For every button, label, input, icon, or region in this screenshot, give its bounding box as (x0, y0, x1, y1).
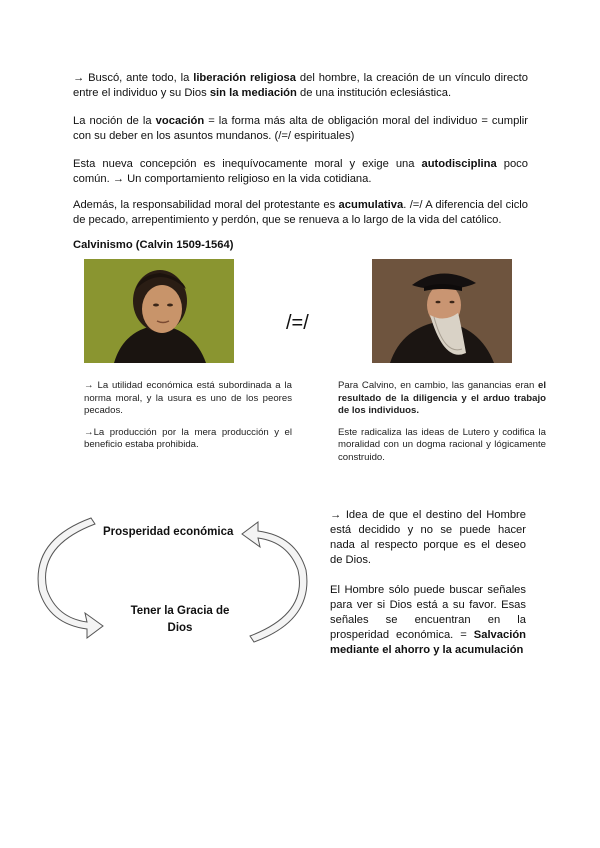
text-run: La noción de la (73, 115, 156, 127)
bold-sin-mediacion: sin la mediación (209, 87, 297, 99)
cycle-bottom-label (120, 603, 240, 637)
bold-liberacion: liberación religiosa (193, 72, 296, 84)
bold-acumulativa: acumulativa (338, 199, 404, 211)
cycle-bottom-line1: Tener la Gracia de (130, 605, 230, 617)
text-run: = la forma más alta de obligación moral del individuo = cumplir con su deber en los asuntos mundanos. (/=/ espirituales) (73, 115, 528, 142)
text-run: . /=/ A diferencia del ciclo de pecado, arrepentimiento y perdón, que se renueva a lo largo de la vida del católico. (73, 199, 528, 226)
text-run: poco común. → Un comportamiento religioso en la vida cotidiana. (73, 158, 528, 185)
calvin-note-earnings (338, 380, 546, 418)
paragraph-liberation (73, 71, 528, 101)
luther-notes (84, 380, 292, 461)
text-run: Esta nueva concepción es inequívocamente moral y exige una (73, 158, 422, 170)
luther-note-usury: → La utilidad económica está subordinada a la norma moral, y la usura es uno de los peores pecados. (84, 380, 292, 416)
text-run: Además, la responsabilidad moral del protestante es (73, 199, 339, 211)
predestination-idea: → Idea de que el destino del Hombre está decidido y no se puede hacer nada al respecto porque es el deseo de Dios. (330, 509, 526, 566)
text-run: Para Calvino, en cambio, las ganancias eran (338, 380, 538, 391)
text-run: El Hombre sólo puede buscar señales para ver si Dios está a su favor. Esas señales se encuentran en la prosperidad económica. = (330, 584, 526, 641)
text-run: del hombre, la creación de un vínculo directo entre el individuo y su Dios (73, 72, 529, 99)
luther-portrait (84, 259, 234, 363)
text-run: → Buscó, ante todo, la (73, 72, 194, 84)
luther-note-production: →La producción por la mera producción y el beneficio estaba prohibida. (84, 426, 292, 450)
cycle-bottom-line2: Dios (167, 622, 193, 634)
signs-of-salvation (330, 583, 526, 658)
bold-vocacion: vocación (155, 115, 205, 127)
predestination-text (330, 508, 526, 673)
cycle-arrow-left (38, 518, 103, 638)
bold-diligence: el resultado de la diligencia y el arduo trabajo de los individuos. (338, 380, 546, 416)
bold-autodisciplina: autodisciplina (421, 158, 497, 170)
section-heading: Calvinismo (Calvin 1509-1564) (73, 239, 234, 251)
paragraph-cumulative (73, 198, 528, 228)
paragraph-vocation (73, 114, 528, 144)
calvin-note-radicalize: Este radicaliza las ideas de Lutero y codifica la moralidad con un dogma racional y lógicamente construido. (338, 426, 546, 463)
calvin-notes (338, 380, 546, 473)
text-run: de una institución eclesiástica. (296, 87, 452, 99)
calvin-portrait (372, 259, 512, 363)
not-equal-symbol: /=/ (286, 312, 309, 334)
paragraph-self-discipline (73, 157, 528, 187)
bold-salvacion: Salvación mediante el ahorro y la acumulación (330, 629, 526, 656)
cycle-arrow-right (242, 522, 307, 642)
cycle-top-label: Prosperidad económica (103, 526, 234, 538)
